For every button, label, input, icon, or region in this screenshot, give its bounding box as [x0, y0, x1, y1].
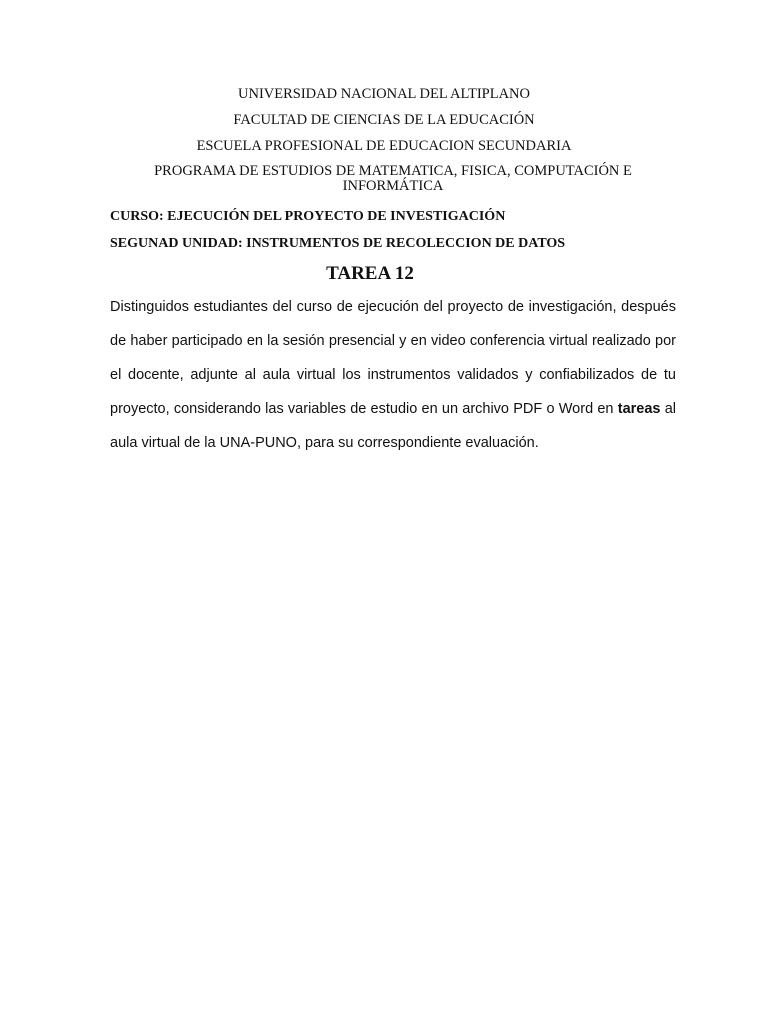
instructions-text-start: Distinguidos estudiantes del curso de ejecución del proyecto de investigación, después de haber participado en la sesión presencial y en video conferencia virtual realizado por el docente, adjunte al aula virtual los instrumentos validados y confiabilizados de tu proyecto, considerando las variables de estudio en un archivo PDF o Word en [110, 299, 676, 417]
university-name: UNIVERSIDAD NACIONAL DEL ALTIPLANO [238, 86, 530, 102]
program-name: PROGRAMA DE ESTUDIOS DE MATEMATICA, FISICA, COMPUTACIÓN E INFORMÁTICA [154, 163, 632, 194]
instructions-bold-word: tareas [617, 401, 661, 417]
school-name: ESCUELA PROFESIONAL DE EDUCACION SECUNDARIA [196, 138, 572, 154]
faculty-name: FACULTAD DE CIENCIAS DE LA EDUCACIÓN [233, 112, 535, 128]
task-instructions [110, 290, 676, 460]
task-title: TAREA 12 [326, 263, 414, 284]
unit-line: SEGUNAD UNIDAD: INSTRUMENTOS DE RECOLECCION DE DATOS [110, 236, 566, 251]
instructions-text-end: al aula virtual de la UNA-PUNO, para su correspondiente evaluación. [110, 401, 676, 451]
course-line: CURSO: EJECUCIÓN DEL PROYECTO DE INVESTIGACIÓN [110, 209, 506, 224]
